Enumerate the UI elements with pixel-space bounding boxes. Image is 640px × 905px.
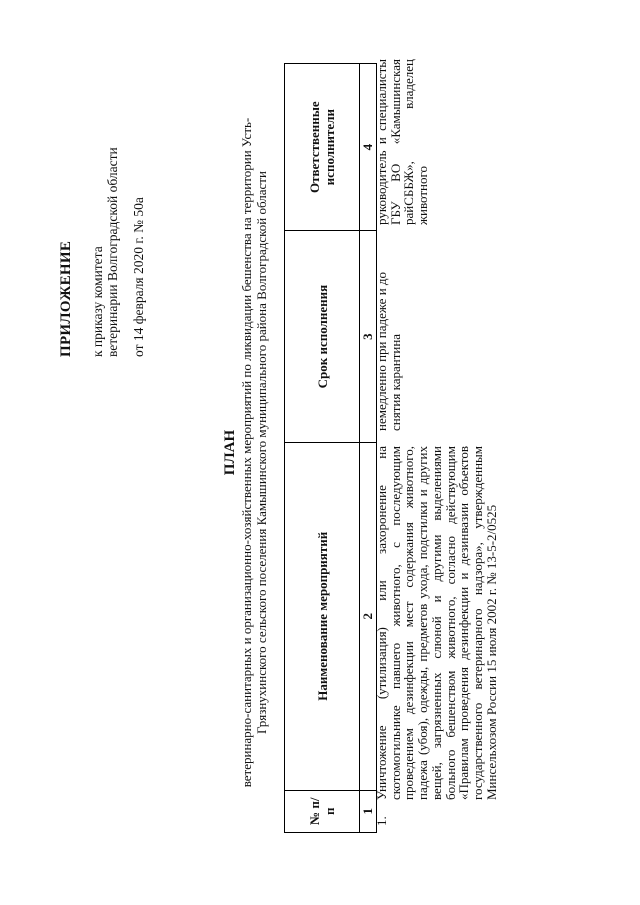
- column-number-4: 4: [360, 64, 377, 231]
- header-activity: Наименование мероприятий: [285, 442, 360, 790]
- row-1-deadline: немедленно при падеже и до снятия карантина: [374, 271, 403, 431]
- header-num: № п/п: [285, 790, 360, 832]
- table-header-row: [285, 64, 360, 833]
- plan-table: [284, 63, 377, 833]
- plan-subtitle-line-2: Грязнухинского сельского поселения Камышинского муниципального района Волгоградской области: [254, 171, 269, 734]
- column-number-2: 2: [360, 442, 377, 790]
- order-date: от 14 февраля 2020 г. № 50а: [131, 197, 146, 357]
- order-line-1: к приказу комитета: [90, 246, 105, 357]
- header-responsible: Ответственные исполнители: [285, 64, 360, 231]
- header-deadline: Срок исполнения: [285, 231, 360, 443]
- column-number-3: 3: [360, 231, 377, 443]
- row-1-responsible: руководитель и специалисты ГБУ ВО «Камышинская райСББЖ», владелец животного: [374, 59, 431, 225]
- plan-table-wrapper: [212, 0, 375, 905]
- plan-heading: ПЛАН: [222, 429, 238, 476]
- column-number-1: 1: [360, 790, 377, 832]
- row-1-number: 1.: [374, 816, 389, 826]
- plan-subtitle-line-1: ветеринарно-санитарных и организационно-хозяйственных мероприятий по ликвидации бешенства на территории Усть-: [239, 117, 254, 788]
- row-1-activity: Уничтожение (утилизация) или захоронение на скотомогильнике павшего животного, с последующим проведением дезинфекции мест содержания животного, падежа (убоя), одежды, предметов ухода, подстилки и других вещей, загрязненных слюной и другими выделениями больного бешенством животного, согласно действующим «Правилам проведения дезинфекции и дезинвазии объектов государственного ветеринарного надзора», утвержденным Минсельхозом России 15 июля 2002 г. № 13-5-2/0525: [374, 446, 499, 800]
- appendix-title: ПРИЛОЖЕНИЕ: [58, 240, 74, 357]
- order-line-2: ветеринарии Волгоградской области: [105, 147, 120, 357]
